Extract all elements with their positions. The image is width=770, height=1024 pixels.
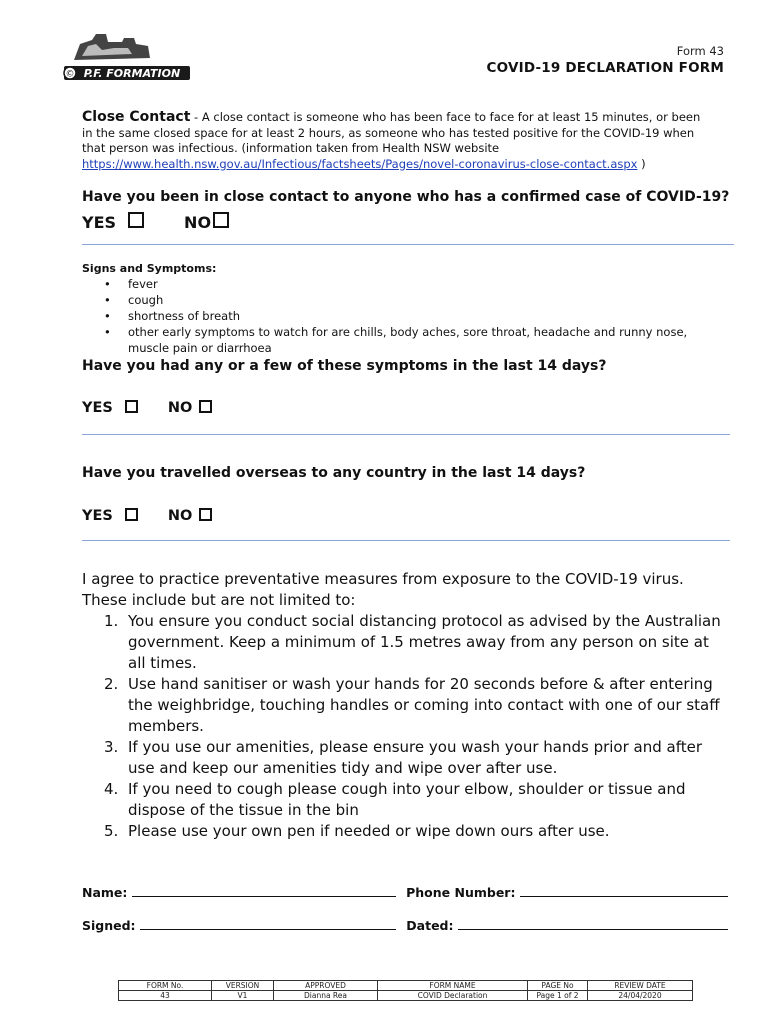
table-header: REVIEW DATE — [588, 981, 693, 991]
form-title: COVID-19 DECLARATION FORM — [486, 60, 724, 76]
table-header: PAGE No — [528, 981, 588, 991]
yes-checkbox[interactable] — [125, 400, 138, 413]
name-field[interactable] — [132, 884, 396, 897]
list-item: • cough — [82, 292, 722, 308]
signs-title: Signs and Symptoms: — [82, 262, 217, 275]
dated-label: Dated: — [406, 918, 454, 933]
no-label: NO — [167, 400, 193, 416]
list-text: If you need to cough please cough into your elbow, shoulder or tissue and dispose of the tissue in the bin — [128, 780, 686, 819]
divider — [82, 434, 730, 435]
table-cell: COVID Declaration — [378, 991, 528, 1001]
yes-label: YES — [82, 508, 113, 524]
table-cell: 24/04/2020 — [588, 991, 693, 1001]
agreement-list — [82, 611, 722, 842]
phone-label: Phone Number: — [406, 885, 516, 900]
no-label: NO — [167, 508, 193, 524]
table-cell: V1 — [212, 991, 274, 1001]
no-checkbox[interactable] — [199, 400, 212, 413]
close-contact-heading: Close Contact — [82, 109, 191, 125]
table-header: FORM NAME — [378, 981, 528, 991]
name-label: Name: — [82, 885, 128, 900]
health-nsw-link[interactable]: https://www.health.nsw.gov.au/Infectious/factsheets/Pages/novel-coronavirus-close-contact.aspx — [82, 156, 638, 171]
company-logo — [62, 30, 192, 82]
signature-field[interactable] — [140, 917, 396, 930]
no-label: NO — [184, 213, 212, 232]
list-number: 1. — [104, 612, 119, 630]
list-item: • other early symptoms to watch for are chills, body aches, sore throat, headache and runny nose, muscle pain or diarrhoea — [82, 324, 722, 356]
table-row — [119, 991, 693, 1001]
list-item — [82, 674, 722, 737]
logo-text: P.F. FORMATION — [83, 67, 181, 80]
table-header: FORM No. — [119, 981, 212, 991]
answer-row-symptoms — [82, 400, 212, 416]
answer-row-close-contact — [82, 212, 229, 232]
question-symptoms: Have you had any or a few of these symptoms in the last 14 days? — [82, 358, 607, 374]
signed-dated-row — [82, 917, 728, 933]
question-close-contact: Have you been in close contact to anyone who has a confirmed case of COVID-19? — [82, 189, 730, 205]
list-text: Please use your own pen if needed or wipe down ours after use. — [128, 822, 610, 840]
table-cell: Page 1 of 2 — [528, 991, 588, 1001]
yes-checkbox[interactable] — [128, 212, 144, 228]
close-contact-text: - A close contact is someone who has been face to face for at least 15 minutes, or been in the same closed space for at least 2 hours, as someone who has tested positive for the COVID-19 when that person was infectious. (information taken from Health NSW website — [82, 110, 701, 155]
list-item: • fever — [82, 276, 722, 292]
symptoms-list — [82, 276, 722, 356]
agreement-intro: I agree to practice preventative measures from exposure to the COVID-19 virus. These include but are not limited to: — [82, 570, 684, 609]
list-item — [82, 611, 722, 674]
list-number: 5. — [104, 822, 119, 840]
list-item — [82, 821, 722, 842]
table-header: APPROVED — [274, 981, 378, 991]
logo-badge: © — [65, 69, 75, 80]
table-row — [119, 981, 693, 991]
list-item — [82, 779, 722, 821]
document-control-table — [118, 980, 693, 1001]
answer-row-travel — [82, 508, 212, 524]
list-number: 3. — [104, 738, 119, 756]
divider — [82, 540, 730, 541]
question-travel: Have you travelled overseas to any country in the last 14 days? — [82, 465, 586, 481]
no-checkbox[interactable] — [213, 212, 229, 228]
table-cell: Dianna Rea — [274, 991, 378, 1001]
list-text: You ensure you conduct social distancing protocol as advised by the Australian government. Keep a minimum of 1.5 metres away from any person on site at all times. — [128, 612, 721, 672]
yes-checkbox[interactable] — [125, 508, 138, 521]
divider — [82, 244, 734, 245]
name-phone-row — [82, 884, 728, 900]
list-item — [82, 737, 722, 779]
yes-label: YES — [82, 400, 113, 416]
close-contact-paragraph — [82, 110, 712, 172]
list-text: Use hand sanitiser or wash your hands for 20 seconds before & after entering the weighbridge, touching handles or coming into contact with one of our staff members. — [128, 675, 720, 735]
list-number: 2. — [104, 675, 119, 693]
close-contact-end: ) — [637, 156, 646, 171]
list-number: 4. — [104, 780, 119, 798]
yes-label: YES — [82, 213, 117, 232]
table-cell: 43 — [119, 991, 212, 1001]
date-field[interactable] — [458, 917, 728, 930]
signed-label: Signed: — [82, 918, 136, 933]
form-number: Form 43 — [676, 44, 724, 58]
phone-field[interactable] — [520, 884, 728, 897]
no-checkbox[interactable] — [199, 508, 212, 521]
list-text: If you use our amenities, please ensure you wash your hands prior and after use and keep our amenities tidy and wipe over after use. — [128, 738, 703, 777]
list-item: • shortness of breath — [82, 308, 722, 324]
table-header: VERSION — [212, 981, 274, 991]
